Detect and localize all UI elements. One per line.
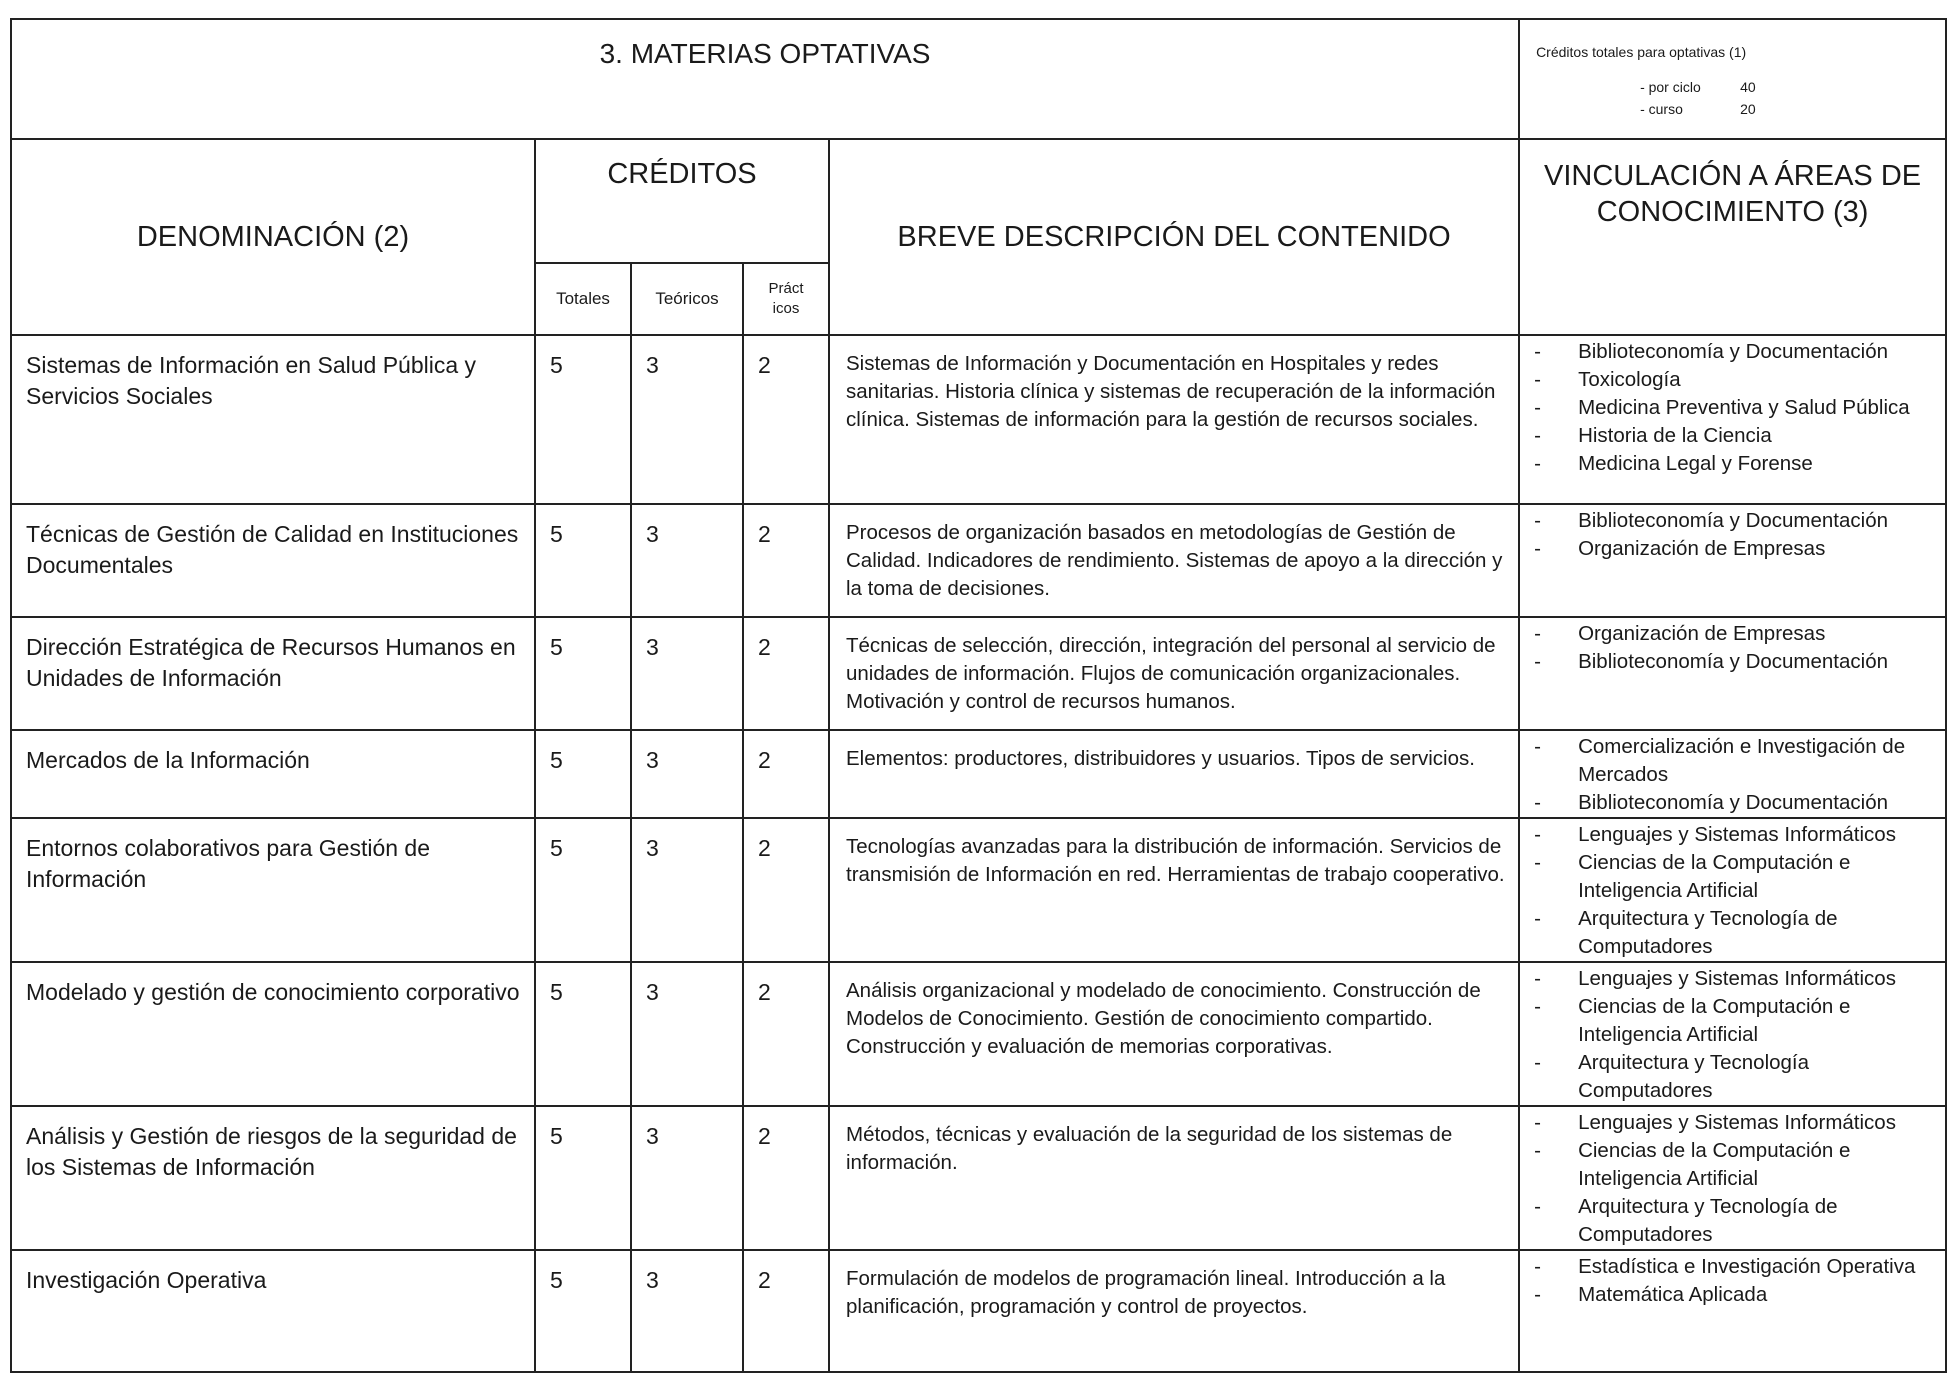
credits-theory: 3 xyxy=(631,1106,743,1250)
credits-total: 5 xyxy=(535,1106,631,1250)
knowledge-areas xyxy=(1519,504,1946,617)
header-creditos: CRÉDITOS xyxy=(535,139,829,263)
course-value: 20 xyxy=(1740,101,1756,117)
header-vinculacion: VINCULACIÓN A ÁREAS DE CONOCIMIENTO (3) xyxy=(1519,139,1946,335)
subject-name: Técnicas de Gestión de Calidad en Instituciones Documentales xyxy=(11,504,535,617)
subject-name: Entornos colaborativos para Gestión de Información xyxy=(11,818,535,962)
credits-total: 5 xyxy=(535,818,631,962)
subject-name: Análisis y Gestión de riesgos de la seguridad de los Sistemas de Información xyxy=(11,1106,535,1250)
areas-list xyxy=(1532,338,1941,478)
subject-name: Mercados de la Información xyxy=(11,730,535,818)
area-item: - Historia de la Ciencia xyxy=(1532,422,1941,450)
knowledge-areas xyxy=(1519,1106,1946,1250)
table-row xyxy=(11,818,1946,962)
credits-theory: 3 xyxy=(631,730,743,818)
credits-total: 5 xyxy=(535,730,631,818)
areas-list xyxy=(1532,821,1941,961)
table-row xyxy=(11,335,1946,504)
area-item: - Organización de Empresas xyxy=(1532,620,1941,648)
subject-name: Sistemas de Información en Salud Pública y Servicios Sociales xyxy=(11,335,535,504)
area-item: - Biblioteconomía y Documentación xyxy=(1532,789,1941,817)
credits-theory: 3 xyxy=(631,962,743,1106)
credits-practice: 2 xyxy=(743,335,829,504)
per-cycle-label: - por ciclo xyxy=(1640,79,1701,95)
areas-list xyxy=(1532,620,1941,676)
table-row xyxy=(11,962,1946,1106)
credits-theory: 3 xyxy=(631,617,743,730)
areas-list xyxy=(1532,1253,1941,1309)
header-denominacion: DENOMINACIÓN (2) xyxy=(11,139,535,335)
subject-description: Procesos de organización basados en metodologías de Gestión de Calidad. Indicadores de rendimiento. Sistemas de apoyo a la dirección y la toma de decisiones. xyxy=(829,504,1519,617)
area-item: - Lenguajes y Sistemas Informáticos xyxy=(1532,1109,1941,1137)
credits-theory: 3 xyxy=(631,818,743,962)
area-item: - Estadística e Investigación Operativa xyxy=(1532,1253,1941,1281)
credits-practice: 2 xyxy=(743,818,829,962)
area-item: - Arquitectura y Tecnología Computadores xyxy=(1532,1049,1941,1105)
areas-list xyxy=(1532,507,1941,563)
credits-practice: 2 xyxy=(743,504,829,617)
area-item: - Ciencias de la Computación e Inteligencia Artificial xyxy=(1532,993,1941,1049)
area-item: - Lenguajes y Sistemas Informáticos xyxy=(1532,821,1941,849)
knowledge-areas xyxy=(1519,818,1946,962)
area-item: - Arquitectura y Tecnología de Computadores xyxy=(1532,905,1941,961)
per-cycle-value: 40 xyxy=(1740,79,1756,95)
credits-theory: 3 xyxy=(631,1250,743,1372)
knowledge-areas xyxy=(1519,617,1946,730)
area-item: - Ciencias de la Computación e Inteligencia Artificial xyxy=(1532,1137,1941,1193)
credits-practice: 2 xyxy=(743,1106,829,1250)
subject-description: Métodos, técnicas y evaluación de la seguridad de los sistemas de información. xyxy=(829,1106,1519,1250)
credits-theory: 3 xyxy=(631,335,743,504)
knowledge-areas xyxy=(1519,730,1946,818)
area-item: - Ciencias de la Computación e Inteligencia Artificial xyxy=(1532,849,1941,905)
knowledge-areas xyxy=(1519,335,1946,504)
table-row xyxy=(11,730,1946,818)
subject-description: Tecnologías avanzadas para la distribución de información. Servicios de transmisión de Información en red. Herramientas de trabajo cooperativo. xyxy=(829,818,1519,962)
credit-summary-cycle xyxy=(1640,76,1945,98)
area-item: - Medicina Preventiva y Salud Pública xyxy=(1532,394,1941,422)
header-totales: Totales xyxy=(535,263,631,335)
subject-rows xyxy=(11,335,1946,1372)
header-descripcion: BREVE DESCRIPCIÓN DEL CONTENIDO xyxy=(829,139,1519,335)
area-item: - Medicina Legal y Forense xyxy=(1532,450,1941,478)
area-item: - Matemática Aplicada xyxy=(1532,1281,1941,1309)
course-label: - curso xyxy=(1640,101,1683,117)
table-row xyxy=(11,1250,1946,1372)
areas-list xyxy=(1532,733,1941,817)
subject-description: Técnicas de selección, dirección, integración del personal al servicio de unidades de información. Flujos de comunicación organizacionales. Motivación y control de recursos humanos. xyxy=(829,617,1519,730)
area-item: - Toxicología xyxy=(1532,366,1941,394)
area-item: - Biblioteconomía y Documentación xyxy=(1532,507,1941,535)
subject-description: Análisis organizacional y modelado de conocimiento. Construcción de Modelos de Conocimiento. Gestión de conocimiento compartido. Construcción y evaluación de memorias corporativas. xyxy=(829,962,1519,1106)
credit-summary-course xyxy=(1640,98,1945,120)
section-title: 3. MATERIAS OPTATIVAS xyxy=(11,19,1519,139)
area-item: - Biblioteconomía y Documentación xyxy=(1532,648,1941,676)
subject-name: Investigación Operativa xyxy=(11,1250,535,1372)
area-item: - Organización de Empresas xyxy=(1532,535,1941,563)
credits-practice: 2 xyxy=(743,730,829,818)
document-page xyxy=(10,18,1945,1342)
credit-summary xyxy=(1519,19,1946,139)
subject-name: Modelado y gestión de conocimiento corporativo xyxy=(11,962,535,1106)
credits-total: 5 xyxy=(535,504,631,617)
credits-practice: 2 xyxy=(743,962,829,1106)
area-item: - Lenguajes y Sistemas Informáticos xyxy=(1532,965,1941,993)
table-row xyxy=(11,1106,1946,1250)
subject-description: Formulación de modelos de programación lineal. Introducción a la planificación, programación y control de proyectos. xyxy=(829,1250,1519,1372)
credit-summary-label: Créditos totales para optativas (1) xyxy=(1536,44,1747,60)
area-item: - Comercialización e Investigación de Mercados xyxy=(1532,733,1941,789)
area-item: - Biblioteconomía y Documentación xyxy=(1532,338,1941,366)
header-teoricos: Teóricos xyxy=(631,263,743,335)
area-item: - Arquitectura y Tecnología de Computadores xyxy=(1532,1193,1941,1249)
optional-subjects-table xyxy=(10,18,1947,1373)
subject-description: Sistemas de Información y Documentación en Hospitales y redes sanitarias. Historia clínica y sistemas de recuperación de la información clínica. Sistemas de información para la gestión de recursos sociales. xyxy=(829,335,1519,504)
subject-description: Elementos: productores, distribuidores y usuarios. Tipos de servicios. xyxy=(829,730,1519,818)
table-row xyxy=(11,617,1946,730)
credits-total: 5 xyxy=(535,962,631,1106)
knowledge-areas xyxy=(1519,1250,1946,1372)
subject-name: Dirección Estratégica de Recursos Humanos en Unidades de Información xyxy=(11,617,535,730)
credits-total: 5 xyxy=(535,1250,631,1372)
table-row xyxy=(11,504,1946,617)
areas-list xyxy=(1532,1109,1941,1249)
header-practicos: Práct icos xyxy=(743,263,829,335)
credits-theory: 3 xyxy=(631,504,743,617)
credits-practice: 2 xyxy=(743,617,829,730)
credits-practice: 2 xyxy=(743,1250,829,1372)
knowledge-areas xyxy=(1519,962,1946,1106)
credits-total: 5 xyxy=(535,335,631,504)
credits-total: 5 xyxy=(535,617,631,730)
areas-list xyxy=(1532,965,1941,1105)
